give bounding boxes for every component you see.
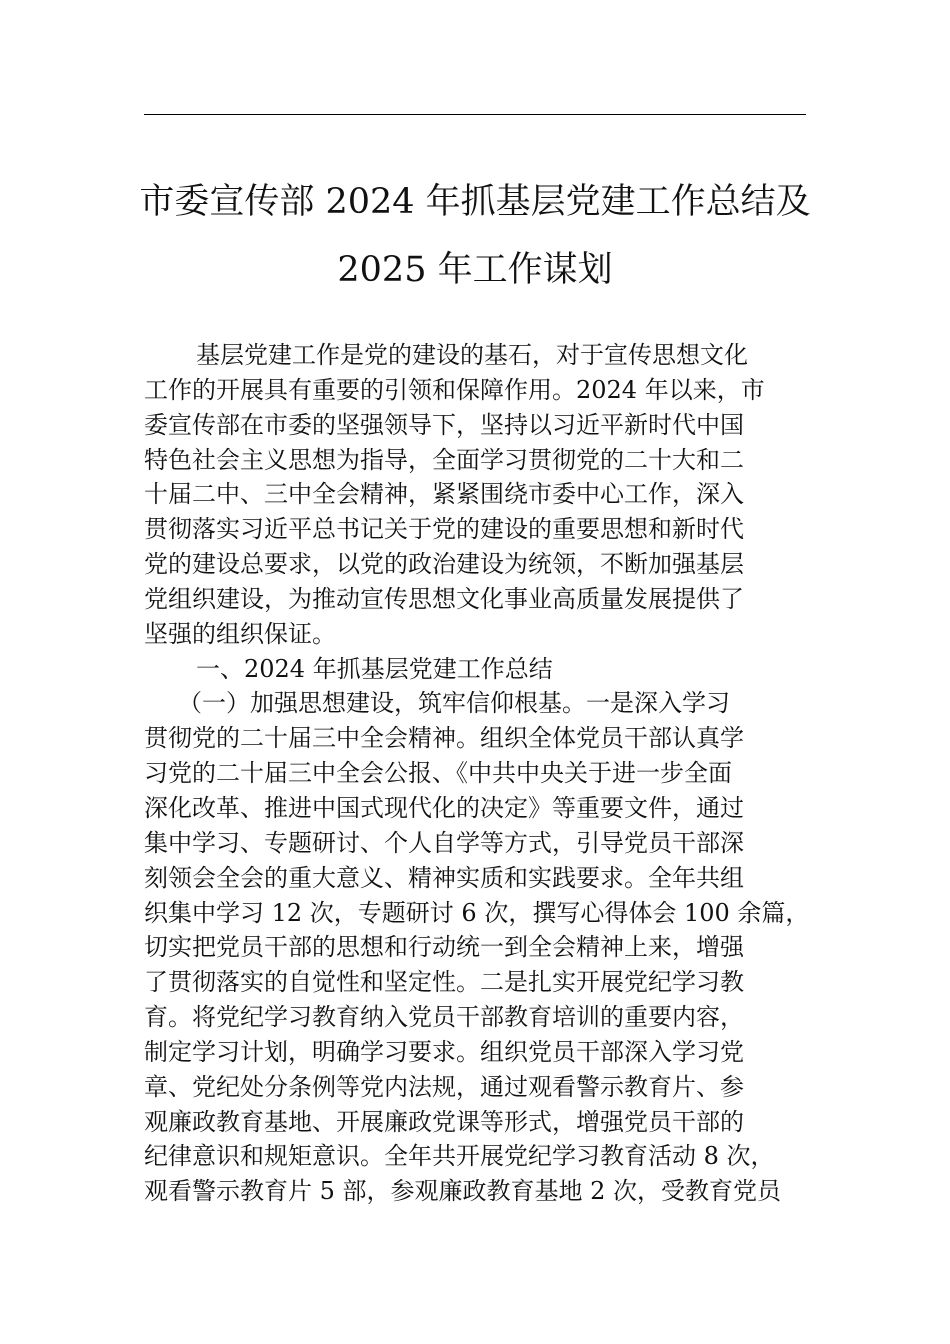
subsection-line: 深化改革、推进中国式现代化的决定》等重要文件，通过 [144, 793, 744, 822]
document-title-line-1: 市委宣传部 2024 年抓基层党建工作总结及 [139, 182, 811, 222]
section-heading: 一、2024 年抓基层党建工作总结 [196, 654, 553, 683]
paragraph-intro-line: 坚强的组织保证。 [144, 619, 336, 648]
subsection-line: 集中学习、专题研讨、个人自学等方式，引导党员干部深 [144, 828, 744, 857]
paragraph-intro-line: 十届二中、三中全会精神，紧紧围绕市委中心工作，深入 [144, 480, 744, 509]
subsection-line: 习党的二十届三中全会公报、《中共中央关于进一步全面 [144, 759, 732, 788]
paragraph-intro-line: 党组织建设，为推动宣传思想文化事业高质量发展提供了 [144, 584, 744, 613]
subsection-line: 纪律意识和规矩意识。全年共开展党纪学习教育活动 8 次， [144, 1142, 775, 1171]
header-rule [144, 114, 806, 115]
subsection-line: （一）加强思想建设，筑牢信仰根基。一是深入学习 [178, 689, 730, 718]
subsection-line: 贯彻党的二十届三中全会精神。组织全体党员干部认真学 [144, 724, 744, 753]
subsection-line: 章、党纪处分条例等党内法规，通过观看警示教育片、参 [144, 1072, 744, 1101]
paragraph-intro-line: 贯彻落实习近平总书记关于党的建设的重要思想和新时代 [144, 515, 744, 544]
subsection-line: 育。将党纪学习教育纳入党员干部教育培训的重要内容， [144, 1003, 744, 1032]
paragraph-intro-line: 党的建设总要求，以党的政治建设为统领，不断加强基层 [144, 550, 744, 579]
subsection-line: 了贯彻落实的自觉性和坚定性。二是扎实开展党纪学习教 [144, 968, 744, 997]
subsection-line: 切实把党员干部的思想和行动统一到全会精神上来，增强 [144, 933, 744, 962]
subsection-line: 观廉政教育基地、开展廉政党课等形式，增强党员干部的 [144, 1107, 744, 1136]
document-body [144, 338, 820, 1209]
document-title-line-2: 2025 年工作谋划 [337, 250, 613, 290]
subsection-line: 刻领会全会的重大意义、精神实质和实践要求。全年共组 [144, 863, 744, 892]
subsection-line: 观看警示教育片 5 部，参观廉政教育基地 2 次，受教育党员 [144, 1177, 782, 1206]
paragraph-intro-line: 工作的开展具有重要的引领和保障作用。2024 年以来，市 [144, 375, 765, 404]
paragraph-intro-line: 委宣传部在市委的坚强领导下，坚持以习近平新时代中国 [144, 410, 744, 439]
paragraph-intro-line: 特色社会主义思想为指导，全面学习贯彻党的二十大和二 [144, 445, 744, 474]
paragraph-intro-line: 基层党建工作是党的建设的基石，对于宣传思想文化 [196, 341, 748, 369]
subsection-line: 制定学习计划，明确学习要求。组织党员干部深入学习党 [144, 1037, 744, 1066]
subsection-line: 织集中学习 12 次，专题研讨 6 次，撰写心得体会 100 余篇， [144, 898, 810, 927]
